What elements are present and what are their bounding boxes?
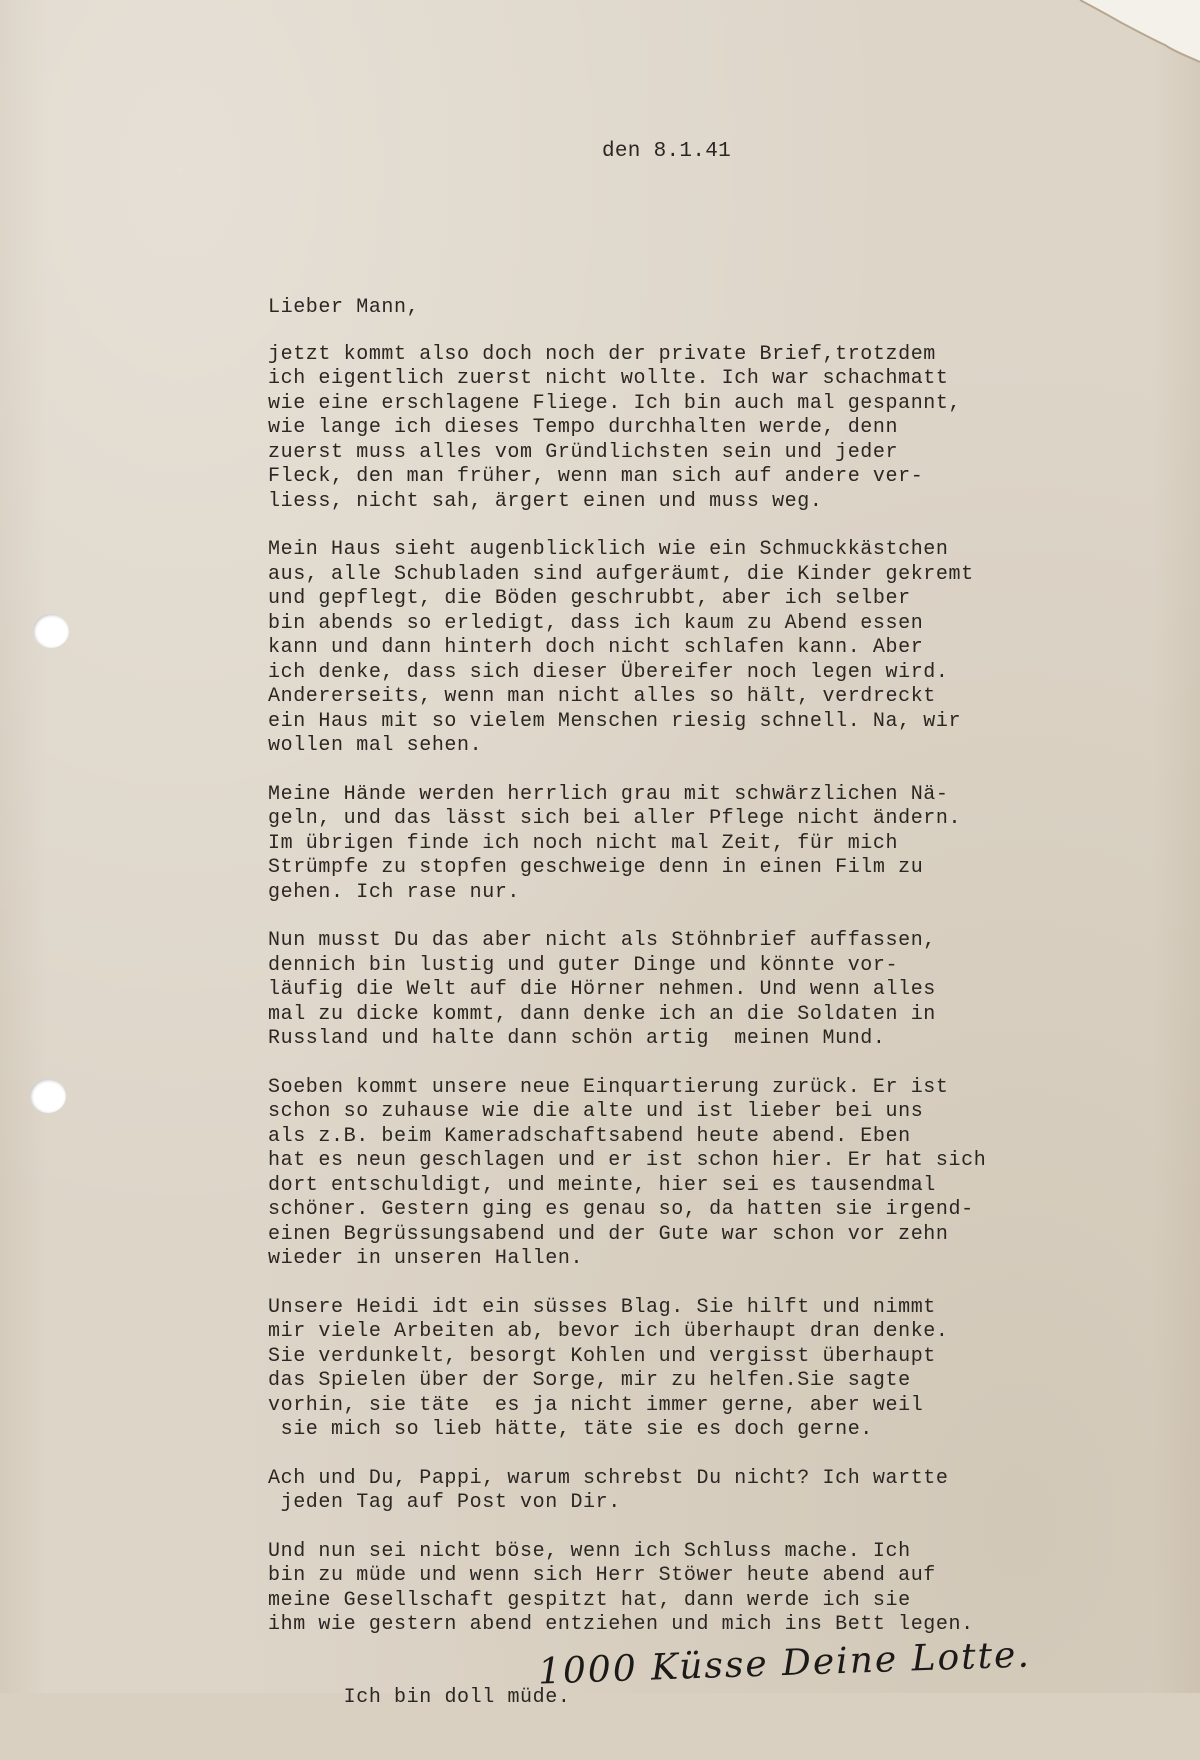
letter-line: und gepflegt, die Böden geschrubbt, aber ich selber bbox=[268, 587, 911, 610]
letter-line: gehen. Ich rase nur. bbox=[268, 880, 521, 904]
letter-paragraph bbox=[268, 1076, 1148, 1272]
letter-line: Unsere Heidi idt ein süsses Blag. Sie hilft und nimmt bbox=[268, 1295, 936, 1319]
letter-line: bin zu müde und wenn sich Herr Stöwer heute abend auf bbox=[268, 1564, 936, 1587]
letter-line: liess, nicht sah, ärgert einen und muss weg. bbox=[268, 489, 823, 513]
letter-line: meine Gesellschaft gespitzt hat, dann werde ich sie bbox=[268, 1588, 911, 1612]
letter-line: Ach und Du, Pappi, warum schrebst Du nicht? Ich wartte bbox=[268, 1466, 949, 1490]
letter-line: wie eine erschlagene Fliege. Ich bin auch mal gespannt, bbox=[268, 391, 962, 415]
letter-paragraph bbox=[268, 1296, 1148, 1443]
letter-line: Meine Hände werden herrlich grau mit schwärzlichen Nä- bbox=[268, 782, 949, 806]
letter-line: das Spielen über der Sorge, mir zu helfen.Sie sagte bbox=[268, 1369, 911, 1392]
letter-line: ein Haus mit so vielem Menschen riesig schnell. Na, wir bbox=[268, 709, 962, 733]
punch-hole-top bbox=[33, 614, 69, 648]
punch-hole-bottom bbox=[30, 1079, 66, 1113]
letter-line: als z.B. beim Kameradschaftsabend heute abend. Eben bbox=[268, 1124, 911, 1148]
letter-line: einen Begrüssungsabend und der Gute war schon vor zehn bbox=[268, 1222, 949, 1246]
letter-line: Strümpfe zu stopfen geschweige denn in einen Film zu bbox=[268, 856, 924, 879]
letter-line: dennich bin lustig und guter Dinge und könnte vor- bbox=[268, 953, 899, 977]
letter-line: vorhin, sie täte es ja nicht immer gerne, aber weil bbox=[268, 1393, 924, 1417]
letter-line: schon so zuhause wie die alte und ist lieber bei uns bbox=[268, 1100, 924, 1123]
letter-line: ihm wie gestern abend entziehen und mich ins Bett legen. bbox=[268, 1613, 974, 1636]
letter-line: Mein Haus sieht augenblicklich wie ein Schmuckkästchen bbox=[268, 538, 949, 561]
letter-line: Andererseits, wenn man nicht alles so hält, verdreckt bbox=[268, 685, 936, 708]
letter-line: Russland und halte dann schön artig meinen Mund. bbox=[268, 1027, 886, 1050]
letter-line: hat es neun geschlagen und er ist schon hier. Er hat sich bbox=[268, 1149, 987, 1172]
letter-closing-row bbox=[268, 1633, 1148, 1760]
letter-line: jetzt kommt also doch noch der private Brief,trotzdem bbox=[268, 342, 936, 366]
letter-line: sie mich so lieb hätte, täte sie es doch gerne. bbox=[268, 1418, 873, 1441]
letter-line: schöner. Gestern ging es genau so, da hatten sie irgend- bbox=[268, 1198, 974, 1221]
handwritten-signature: 1000 Küsse Deine Lotte. bbox=[537, 1633, 1032, 1693]
letter-paragraph bbox=[268, 1467, 1148, 1516]
letter-line: aus, alle Schubladen sind aufgeräumt, die Kinder gekremt bbox=[268, 562, 974, 586]
letter-line: geln, und das lässt sich bei aller Pflege nicht ändern. bbox=[268, 807, 962, 830]
letter-line: bin abends so erledigt, dass ich kaum zu Abend essen bbox=[268, 611, 924, 635]
letter-paragraph bbox=[268, 783, 1148, 906]
letter-line: wollen mal sehen. bbox=[268, 734, 483, 757]
torn-corner-decoration bbox=[1080, 0, 1200, 70]
letter-line: Soeben kommt unsere neue Einquartierung zurück. Er ist bbox=[268, 1075, 949, 1099]
letter-body bbox=[268, 296, 1148, 1760]
letter-line: dort entschuldigt, und meinte, hier sei es tausendmal bbox=[268, 1173, 936, 1197]
letter-line: mir viele Arbeiten ab, bevor ich überhaupt dran denke. bbox=[268, 1320, 949, 1343]
letter-line: kann und dann hinterh doch nicht schlafen kann. Aber bbox=[268, 636, 924, 659]
letter-paragraph bbox=[268, 538, 1148, 759]
letter-line: wie lange ich dieses Tempo durchhalten werde, denn bbox=[268, 416, 899, 439]
letter-line: Sie verdunkelt, besorgt Kohlen und vergisst überhaupt bbox=[268, 1344, 936, 1368]
letter-paragraph bbox=[268, 1540, 1148, 1638]
letter-line: wieder in unseren Hallen. bbox=[268, 1247, 584, 1270]
letter-line: Fleck, den man früher, wenn man sich auf andere ver- bbox=[268, 465, 924, 488]
letter-date: den 8.1.41 bbox=[602, 140, 732, 163]
letter-salutation: Lieber Mann, bbox=[268, 296, 420, 319]
letter-line: mal zu dicke kommt, dann denke ich an die Soldaten in bbox=[268, 1002, 936, 1026]
letter-line: ich denke, dass sich dieser Übereifer noch legen wird. bbox=[268, 660, 949, 684]
letter-line: Und nun sei nicht böse, wenn ich Schluss mache. Ich bbox=[268, 1539, 911, 1563]
letter-line: jeden Tag auf Post von Dir. bbox=[268, 1491, 621, 1514]
letter-line: läufig die Welt auf die Hörner nehmen. Und wenn alles bbox=[268, 978, 936, 1001]
letter-line: Nun musst Du das aber nicht als Stöhnbrief auffassen, bbox=[268, 929, 936, 952]
letter-paragraph bbox=[268, 929, 1148, 1052]
letter-closing-line: Ich bin doll müde. bbox=[343, 1686, 571, 1709]
letter-paragraph bbox=[268, 343, 1148, 515]
letter-line: ich eigentlich zuerst nicht wollte. Ich war schachmatt bbox=[268, 367, 949, 390]
letter-paragraphs bbox=[268, 343, 1148, 1638]
letter-line: zuerst muss alles vom Gründlichsten sein und jeder bbox=[268, 440, 899, 464]
letter-line: Im übrigen finde ich noch nicht mal Zeit, für mich bbox=[268, 831, 899, 855]
